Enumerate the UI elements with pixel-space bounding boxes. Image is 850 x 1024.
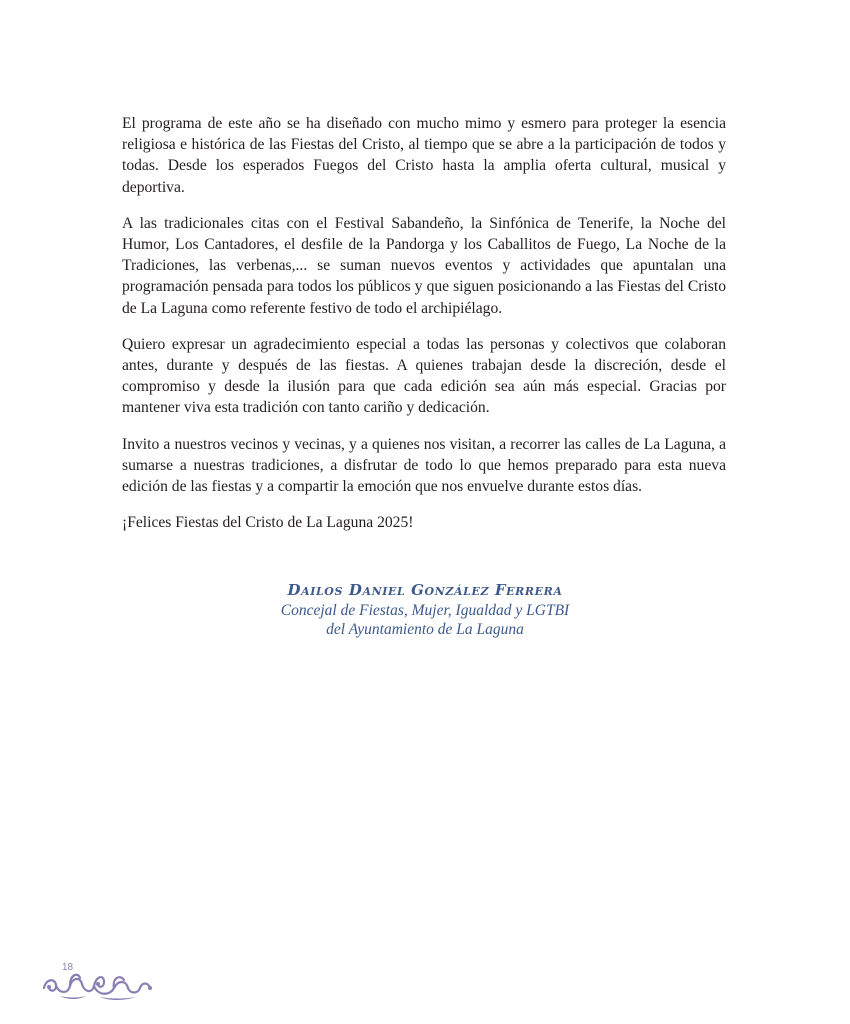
signatory-name: Dailos Daniel González Ferrera: [287, 581, 563, 599]
paragraph: Invito a nuestros vecinos y vecinas, y a quienes nos visitan, a recorrer las calles de La Laguna, a sumarse a nuestras tradiciones, a disfrutar de todo lo que hemos preparado para esta nueva edición de las fiestas y a compartir la emoción que nos envuelve durante estos días.: [122, 435, 726, 496]
paragraph: Quiero expresar un agradecimiento especial a todas las personas y colectivos que colaboran antes, durante y después de las fiestas. A quienes trabajan desde la discreción, desde el compromiso y desde la ilusión para que cada edición sea aún más especial. Gracias por mantener viva esta tradición con tanto cariño y dedicación.: [122, 335, 726, 417]
paragraph: El programa de este año se ha diseñado con mucho mimo y esmero para proteger la esencia religiosa e histórica de las Fiestas del Cristo, al tiempo que se abre a la participación de todos y todas. Desde los esperados Fuegos del Cristo hasta la amplia oferta cultural, musical y deportiva.: [122, 115, 726, 196]
page-number: 18: [62, 962, 74, 973]
signatory-role: Concejal de Fiestas, Mujer, Igualdad y LGTBI: [280, 602, 570, 619]
closing-greeting: ¡Felices Fiestas del Cristo de La Laguna 2025!: [122, 514, 414, 532]
signatory-organization: del Ayuntamiento de La Laguna: [326, 621, 524, 638]
page-footer: [40, 958, 160, 1006]
paragraph: A las tradicionales citas con el Festival Sabandeño, la Sinfónica de Tenerife, la Noche del Humor, Los Cantadores, el desfile de la Pandorga y los Caballitos de Fuego, La Noche de la Tradiciones, las verbenas,... se suman nuevos eventos y actividades que apuntalan una programación pensada para todos los públicos y que siguen posicionando a las Fiestas del Cristo de La Laguna como referente festivo de todo el archipiélago.: [122, 214, 726, 317]
baroque-scroll-ornament-icon: [40, 966, 160, 1002]
signature-block: [250, 580, 600, 639]
letter-body: [122, 113, 726, 548]
